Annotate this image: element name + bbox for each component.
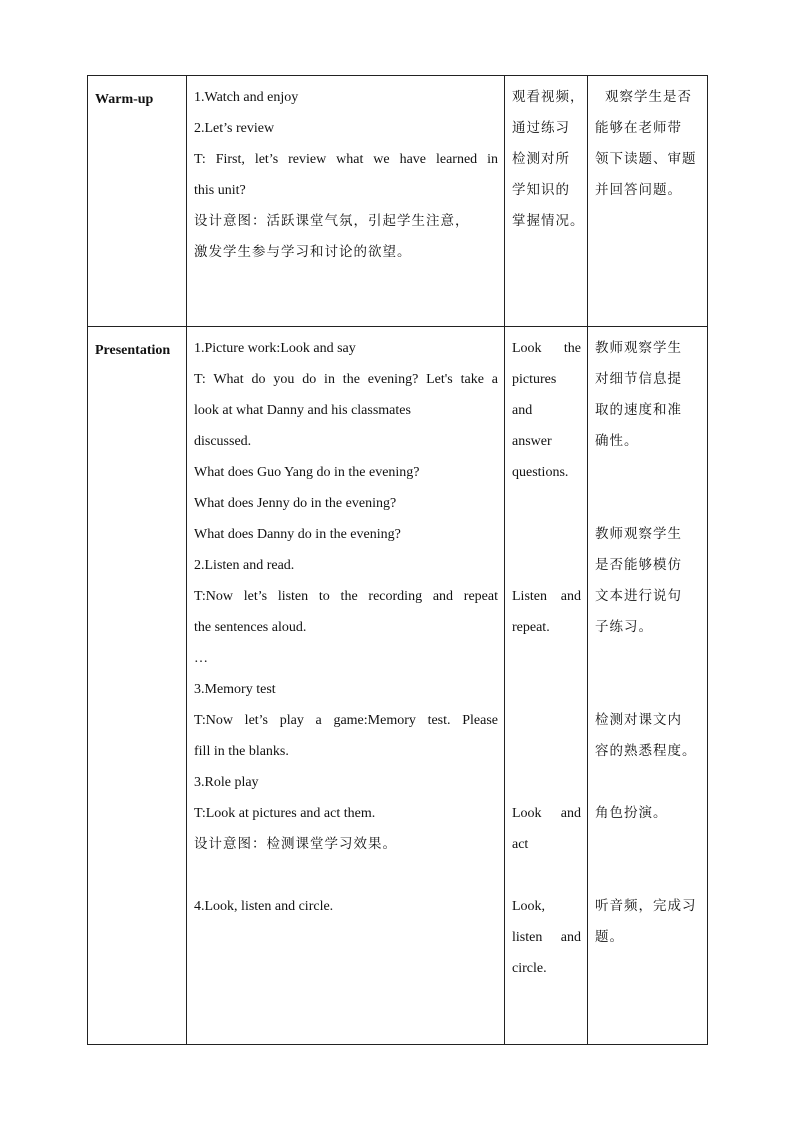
spacer — [512, 767, 581, 798]
activity-listen-1: Listen and — [512, 589, 581, 604]
assess-listening-1: 听音频，完成习 — [595, 898, 697, 914]
activity-circle-3: circle. — [512, 961, 547, 976]
presentation-step-7: What does Danny do in the evening? — [194, 527, 401, 542]
assess-detail-4: 确性。 — [595, 433, 639, 449]
presentation-step-3: look at what Danny and his classmates — [194, 403, 411, 418]
presentation-step-14: fill in the blanks. — [194, 744, 289, 759]
presentation-step-16: T:Look at pictures and act them. — [194, 806, 376, 821]
warmup-step-4: this unit? — [194, 183, 246, 198]
presentation-step-10: the sentences aloud. — [194, 620, 307, 635]
presentation-step-6: What does Jenny do in the evening? — [194, 496, 397, 511]
spacer — [595, 767, 701, 798]
warmup-assessment-3: 领下读题、审题 — [595, 151, 697, 167]
warmup-activity-3: 检测对所 — [512, 151, 570, 167]
presentation-step-15: 3.Role play — [194, 775, 259, 790]
presentation-step-2: T: What do you do in the evening? Let's take a — [194, 372, 498, 387]
warmup-activity-2: 通过练习 — [512, 120, 570, 136]
warmup-row — [88, 76, 708, 327]
warmup-steps-cell — [187, 76, 505, 327]
warmup-student-activity-cell — [505, 76, 588, 327]
activity-look-5: questions. — [512, 465, 569, 480]
warmup-design-intent-2: 激发学生参与学习和讨论的欲望。 — [194, 244, 412, 260]
activity-look-4: answer — [512, 434, 552, 449]
assess-imitate-4: 子练习。 — [595, 619, 653, 635]
presentation-student-activity-cell — [505, 327, 588, 1045]
assess-imitate-1: 教师观察学生 — [595, 526, 682, 542]
presentation-step-4: discussed. — [194, 434, 252, 449]
warmup-assessment-2: 能够在老师带 — [595, 120, 682, 136]
assess-imitate-3: 文本进行说句 — [595, 588, 682, 604]
presentation-step-12: 3.Memory test — [194, 682, 276, 697]
presentation-step-13: T:Now let’s play a game:Memory test. Please — [194, 713, 498, 728]
presentation-steps-cell — [187, 327, 505, 1045]
presentation-step-11: … — [194, 651, 208, 666]
warmup-design-intent-1: 设计意图：活跃课堂气氛，引起学生注意， — [194, 213, 470, 229]
activity-circle-2: listen and — [512, 930, 581, 945]
presentation-row — [88, 327, 708, 1045]
activity-look-1: Look the — [512, 341, 581, 356]
assess-detail-2: 对细节信息提 — [595, 371, 682, 387]
assess-familiar-2: 容的熟悉程度。 — [595, 743, 697, 759]
presentation-step-9: T:Now let’s listen to the recording and repeat — [194, 589, 498, 604]
activity-listen-2: repeat. — [512, 620, 550, 635]
assess-detail-3: 取的速度和准 — [595, 402, 682, 418]
warmup-step-1: 1.Watch and enjoy — [194, 90, 299, 105]
presentation-step-8: 2.Listen and read. — [194, 558, 295, 573]
warmup-assessment-cell — [588, 76, 708, 327]
spacer — [595, 829, 701, 891]
presentation-step-18: 4.Look, listen and circle. — [194, 899, 334, 914]
lesson-plan-table — [87, 75, 708, 1045]
spacer — [512, 488, 581, 550]
assess-listening-2: 题。 — [595, 929, 624, 945]
warmup-assessment-4: 并回答问题。 — [595, 182, 682, 198]
spacer — [512, 643, 581, 705]
spacer — [512, 705, 581, 767]
spacer — [595, 643, 701, 705]
spacer — [595, 457, 701, 519]
assess-roleplay-1: 角色扮演。 — [595, 805, 668, 821]
presentation-design-intent: 设计意图：检测课堂学习效果。 — [194, 836, 397, 852]
assess-familiar-1: 检测对课文内 — [595, 712, 682, 728]
warmup-activity-4: 学知识的 — [512, 182, 570, 198]
spacer — [512, 550, 581, 581]
activity-act-1: Look and — [512, 806, 581, 821]
assess-imitate-2: 是否能够模仿 — [595, 557, 682, 573]
activity-look-2: pictures — [512, 372, 557, 387]
warmup-step-2: 2.Let’s review — [194, 121, 275, 136]
spacer — [512, 860, 581, 891]
presentation-step-1: 1.Picture work:Look and say — [194, 341, 356, 356]
warmup-assessment-1: 观察学生是否 — [605, 89, 692, 105]
presentation-assessment-cell — [588, 327, 708, 1045]
assess-detail-1: 教师观察学生 — [595, 340, 682, 356]
warmup-stage-label: Warm-up — [88, 76, 187, 327]
spacer — [194, 860, 498, 891]
warmup-activity-5: 掌握情况。 — [512, 213, 585, 229]
activity-look-3: and — [512, 403, 533, 418]
presentation-step-5: What does Guo Yang do in the evening? — [194, 465, 420, 480]
activity-act-2: act — [512, 837, 529, 852]
presentation-stage-label: Presentation — [88, 327, 187, 1045]
warmup-activity-1: 观看视频， — [512, 89, 585, 105]
warmup-step-3: T: First, let’s review what we have learned in — [194, 152, 498, 167]
activity-circle-1: Look, — [512, 899, 546, 914]
